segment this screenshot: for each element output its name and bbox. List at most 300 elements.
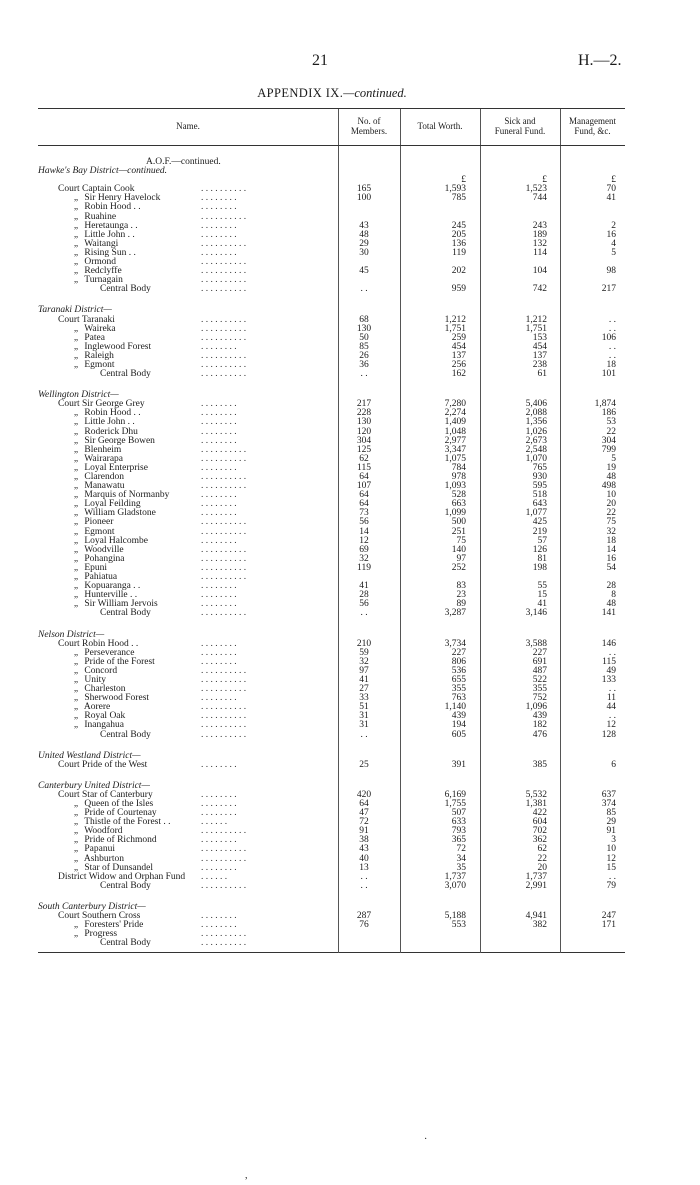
leader-dots: . . . . . . . . . . bbox=[201, 562, 247, 573]
col-header-sick-line1: Sick and bbox=[504, 116, 536, 126]
total-worth-cell: 507 bbox=[451, 808, 466, 819]
members-cell: 40 bbox=[359, 853, 369, 864]
total-worth-cell: 528 bbox=[451, 490, 466, 501]
management-cell: 79 bbox=[606, 880, 616, 891]
lodge-prefix: „ bbox=[73, 590, 79, 601]
lodge-prefix: „ bbox=[73, 799, 79, 809]
header-divider bbox=[480, 109, 481, 145]
total-worth-cell: 1,075 bbox=[444, 453, 466, 464]
header-divider bbox=[400, 109, 401, 145]
management-cell: 20 bbox=[606, 499, 616, 510]
total-worth-cell: 140 bbox=[451, 544, 466, 555]
management-cell: 6 bbox=[611, 759, 616, 770]
lodge-prefix: „ bbox=[73, 266, 79, 277]
lodge-prefix: „ bbox=[73, 929, 79, 940]
sick-funeral-cell: 1,737 bbox=[525, 871, 547, 882]
members-cell: 38 bbox=[359, 835, 369, 846]
section-gap bbox=[38, 619, 625, 631]
sick-funeral-cell: 22 bbox=[537, 853, 547, 864]
lodge-prefix: „ bbox=[73, 844, 79, 855]
leader-dots: . . . . . . . . . . bbox=[201, 453, 247, 464]
total-worth-cell: 251 bbox=[451, 526, 466, 537]
management-cell: 374 bbox=[601, 799, 616, 809]
lodge-name-text: Roderick Dhu bbox=[84, 426, 138, 437]
management-cell: 49 bbox=[606, 665, 616, 676]
lodge-name-text: Blenheim bbox=[84, 444, 122, 455]
leader-dots: . . . . . . . . . . bbox=[201, 184, 247, 195]
leader-dots: . . . . . . . . bbox=[201, 911, 237, 922]
lodge-prefix: „ bbox=[73, 193, 79, 204]
leader-dots: . . . . . . . . bbox=[201, 581, 237, 592]
lodge-name-text: Clarendon bbox=[84, 472, 124, 482]
members-cell: 28 bbox=[359, 590, 369, 601]
management-cell: . . bbox=[608, 684, 616, 695]
lodge-name-text: Egmont bbox=[84, 526, 115, 537]
sick-funeral-cell: 61 bbox=[537, 369, 547, 380]
total-worth-cell: 663 bbox=[451, 499, 466, 510]
section-gap bbox=[38, 740, 625, 752]
header-divider bbox=[560, 109, 561, 145]
leader-dots: . . . . . . . . . . bbox=[201, 929, 247, 940]
management-cell: 85 bbox=[606, 808, 616, 819]
lodge-name-text: Pride of the West bbox=[82, 759, 148, 770]
total-worth-cell: 205 bbox=[451, 229, 466, 240]
total-worth-cell: 136 bbox=[451, 238, 466, 249]
sick-funeral-cell: 104 bbox=[532, 266, 547, 277]
members-cell: . . bbox=[360, 284, 368, 295]
lodge-name-text: Robin Hood . . bbox=[84, 202, 141, 213]
lodge-name-text: Wairarapa bbox=[84, 453, 124, 464]
total-worth-cell: 1,751 bbox=[444, 323, 466, 334]
management-cell: 128 bbox=[601, 729, 616, 740]
total-worth-cell: 1,409 bbox=[444, 417, 466, 428]
lodge-name-text: Loyal Feilding bbox=[84, 499, 141, 510]
lodge-name-text: Marquis of Normanby bbox=[84, 490, 170, 501]
total-worth-cell: 75 bbox=[456, 535, 466, 546]
lodge-name-text: Central Body bbox=[100, 880, 151, 891]
lodge-name-text: Unity bbox=[84, 674, 107, 685]
column-divider bbox=[480, 146, 481, 953]
header-divider bbox=[338, 109, 339, 145]
leader-dots: . . . . . . . . bbox=[201, 759, 237, 770]
management-cell: 146 bbox=[601, 638, 616, 649]
total-worth-cell: 3,070 bbox=[444, 880, 466, 891]
lodge-name-text: Robin Hood . . bbox=[84, 408, 141, 419]
sick-funeral-cell: 1,070 bbox=[525, 453, 547, 464]
lodge-prefix: „ bbox=[73, 257, 79, 268]
lodge-name-text: Turnagain bbox=[84, 275, 123, 286]
management-cell: 4 bbox=[611, 238, 616, 249]
management-cell: 304 bbox=[601, 435, 616, 446]
col-header-sick bbox=[480, 117, 560, 136]
members-cell: 91 bbox=[359, 826, 369, 837]
lodge-name-text: Manawatu bbox=[84, 481, 125, 492]
leader-dots: . . . . . . . . . . bbox=[201, 359, 247, 370]
sick-funeral-cell: 1,077 bbox=[525, 508, 547, 519]
total-worth-cell: 7,280 bbox=[444, 399, 466, 410]
lodge-name bbox=[100, 609, 151, 618]
management-cell: 115 bbox=[602, 656, 616, 667]
lodge-prefix: „ bbox=[73, 238, 79, 249]
management-cell: 101 bbox=[601, 369, 616, 380]
members-cell: 217 bbox=[356, 399, 372, 410]
lodge-prefix: „ bbox=[73, 202, 79, 213]
total-worth-cell: 785 bbox=[451, 193, 466, 204]
total-worth-cell: 83 bbox=[456, 581, 466, 592]
table-header bbox=[38, 108, 625, 146]
sick-funeral-cell: 3,588 bbox=[525, 638, 547, 649]
members-cell: 97 bbox=[359, 665, 369, 676]
lodge-prefix: Court bbox=[58, 789, 80, 800]
lodge-name-text: Ruahine bbox=[84, 211, 117, 222]
lodge-name-text: Papanui bbox=[84, 844, 115, 855]
table-row bbox=[38, 939, 625, 948]
members-cell: 107 bbox=[356, 481, 372, 492]
leader-dots: . . . . . . . . . . bbox=[201, 720, 247, 731]
lodge-prefix: Court bbox=[58, 399, 80, 410]
sick-funeral-cell: 41 bbox=[537, 599, 547, 610]
lodge-prefix: „ bbox=[73, 647, 79, 658]
sick-funeral-cell: 382 bbox=[532, 920, 547, 931]
lodge-prefix: „ bbox=[73, 247, 79, 258]
leader-dots: . . . . . . . . bbox=[201, 426, 237, 437]
lodge-prefix: „ bbox=[73, 490, 79, 501]
lodge-prefix: „ bbox=[73, 693, 79, 704]
management-cell: 217 bbox=[601, 284, 616, 295]
total-worth-cell: 439 bbox=[451, 711, 466, 722]
sick-funeral-cell: 604 bbox=[532, 817, 547, 828]
lodge-name-text: Central Body bbox=[100, 284, 151, 295]
section-heading-text: A.O.F.—continued. bbox=[146, 157, 221, 167]
lodge-name-text: Sherwood Forest bbox=[84, 693, 150, 704]
page-number: 21 bbox=[312, 52, 328, 69]
speck-mark: · bbox=[424, 1134, 428, 1145]
lodge-name-text: Heretaunga . . bbox=[84, 220, 138, 231]
leader-dots: . . . . . . . . . . bbox=[201, 444, 247, 455]
leader-dots: . . . . . . . . . . bbox=[201, 880, 247, 891]
sick-funeral-cell: 595 bbox=[532, 481, 547, 492]
leader-dots: . . . . . . . . bbox=[201, 535, 237, 546]
currency-symbol: £ bbox=[611, 175, 616, 186]
leader-dots: . . . . . . . . bbox=[201, 656, 237, 667]
leader-dots: . . . . . . . . . . bbox=[201, 702, 247, 713]
members-cell: 41 bbox=[359, 674, 369, 685]
table-row bbox=[38, 203, 625, 212]
table-row bbox=[38, 836, 625, 845]
total-worth-cell: 6,169 bbox=[444, 789, 466, 800]
sick-funeral-cell: 62 bbox=[537, 844, 547, 855]
lodge-name-text: Loyal Enterprise bbox=[84, 462, 148, 473]
lodge-prefix: District bbox=[58, 871, 87, 882]
sick-funeral-cell: 702 bbox=[532, 826, 547, 837]
leader-dots: . . . . . . . . bbox=[201, 417, 237, 428]
leader-dots: . . . . . . . . . . bbox=[201, 553, 247, 564]
members-cell: 33 bbox=[359, 693, 369, 704]
total-worth-cell: 1,140 bbox=[444, 702, 466, 713]
management-cell: 171 bbox=[601, 920, 616, 931]
management-cell: 1,874 bbox=[594, 399, 616, 410]
lodge-prefix: „ bbox=[73, 826, 79, 837]
management-cell: 12 bbox=[606, 720, 616, 731]
members-cell: 12 bbox=[359, 535, 369, 546]
lodge-prefix: „ bbox=[73, 581, 79, 592]
members-cell: 31 bbox=[359, 711, 369, 722]
total-worth-cell: 97 bbox=[456, 553, 466, 564]
lodge-name-text: Woodford bbox=[84, 826, 123, 837]
lodge-name bbox=[100, 731, 151, 740]
members-cell: 287 bbox=[356, 911, 372, 922]
members-cell: 64 bbox=[359, 799, 369, 809]
lodge-name-text: Little John . . bbox=[84, 417, 135, 428]
column-divider bbox=[338, 146, 339, 953]
total-worth-cell: 259 bbox=[451, 332, 466, 343]
lodge-prefix: „ bbox=[73, 341, 79, 352]
section-gap bbox=[38, 770, 625, 782]
management-cell: . . bbox=[608, 341, 616, 352]
management-cell: 133 bbox=[601, 674, 616, 685]
sick-funeral-cell: 81 bbox=[537, 553, 547, 564]
leader-dots: . . . . . . . . . . bbox=[201, 711, 247, 722]
table-row bbox=[38, 731, 625, 740]
members-cell: 68 bbox=[359, 314, 369, 325]
lodge-name-text: Concord bbox=[84, 665, 118, 676]
district-heading bbox=[38, 167, 625, 176]
leader-dots: . . . . . . . . bbox=[201, 220, 237, 231]
lodge-name-text: Hunterville . . bbox=[84, 590, 138, 601]
column-divider bbox=[560, 146, 561, 953]
friendly-societies-table bbox=[38, 108, 625, 953]
table-row bbox=[38, 921, 625, 930]
leader-dots: . . . . . . . . . . bbox=[201, 314, 247, 325]
leader-dots: . . . . . . . . . . bbox=[201, 844, 247, 855]
members-cell: 31 bbox=[359, 720, 369, 731]
total-worth-cell: 1,212 bbox=[444, 314, 466, 325]
members-cell: 27 bbox=[359, 684, 369, 695]
leader-dots: . . . . . . . . . . bbox=[201, 284, 247, 295]
table-row bbox=[38, 546, 625, 555]
sick-funeral-cell: 137 bbox=[532, 350, 547, 361]
total-worth-cell: 1,593 bbox=[444, 184, 466, 195]
management-cell: 44 bbox=[606, 702, 616, 713]
lodge-prefix: „ bbox=[73, 711, 79, 722]
management-cell: . . bbox=[608, 314, 616, 325]
management-cell: 498 bbox=[601, 481, 616, 492]
lodge-name-text: Thistle of the Forest . . bbox=[84, 817, 171, 828]
total-worth-cell: 355 bbox=[451, 684, 466, 695]
leader-dots: . . . . . . . . . . bbox=[201, 481, 247, 492]
leader-dots: . . . . . . . . bbox=[201, 693, 237, 704]
members-cell: 420 bbox=[356, 789, 372, 800]
district-name: United Westland District— bbox=[38, 750, 141, 761]
lodge-name-text: Central Body bbox=[100, 938, 151, 949]
sick-funeral-cell: 454 bbox=[532, 341, 547, 352]
currency-symbol: £ bbox=[461, 175, 466, 186]
management-cell: 32 bbox=[606, 526, 616, 537]
leader-dots: . . . . . . . . . . bbox=[201, 211, 247, 222]
members-cell: 41 bbox=[359, 581, 369, 592]
sick-funeral-cell: 4,941 bbox=[525, 911, 547, 922]
column-divider bbox=[400, 146, 401, 953]
col-header-members-line1: No. of bbox=[357, 116, 381, 126]
management-cell: 48 bbox=[606, 472, 616, 482]
lodge-name bbox=[100, 285, 151, 294]
management-cell: 54 bbox=[606, 562, 616, 573]
management-cell: 12 bbox=[606, 853, 616, 864]
lodge-name-text: Sir George Bowen bbox=[84, 435, 155, 446]
lodge-name-text: Taranaki bbox=[81, 314, 115, 325]
lodge-prefix: „ bbox=[73, 656, 79, 667]
table-row bbox=[38, 370, 625, 379]
management-cell: 5 bbox=[611, 247, 616, 258]
sick-funeral-cell: 132 bbox=[532, 238, 547, 249]
lodge-name-text: Egmont bbox=[84, 359, 115, 370]
sick-funeral-cell: 487 bbox=[532, 665, 547, 676]
sick-funeral-cell: 57 bbox=[537, 535, 547, 546]
sick-funeral-cell: 2,548 bbox=[525, 444, 547, 455]
members-cell: 73 bbox=[359, 508, 369, 519]
lodge-name-text: Captain Cook bbox=[82, 184, 135, 195]
leader-dots: . . . . . . . . bbox=[201, 862, 237, 873]
members-cell: 64 bbox=[359, 472, 369, 482]
sick-funeral-cell: 1,381 bbox=[525, 799, 547, 809]
leader-dots: . . . . . . . . bbox=[201, 590, 237, 601]
members-cell: 32 bbox=[359, 553, 369, 564]
management-cell: 2 bbox=[611, 220, 616, 231]
total-worth-cell: 500 bbox=[451, 517, 466, 528]
management-cell: 22 bbox=[606, 508, 616, 519]
management-cell: 18 bbox=[606, 535, 616, 546]
sick-funeral-cell: 742 bbox=[532, 284, 547, 295]
management-cell: 29 bbox=[606, 817, 616, 828]
members-cell: 14 bbox=[359, 526, 369, 537]
lodge-name-text: Southern Cross bbox=[82, 911, 141, 922]
sick-funeral-cell: 5,532 bbox=[525, 789, 547, 800]
sick-funeral-cell: 5,406 bbox=[525, 399, 547, 410]
management-cell: 28 bbox=[606, 581, 616, 592]
table-row bbox=[38, 609, 625, 618]
lodge-name-text: Pride of Courtenay bbox=[84, 808, 157, 819]
management-cell: 16 bbox=[606, 553, 616, 564]
district-name: Taranaki District— bbox=[38, 305, 112, 316]
lodge-name-text: Pohangina bbox=[84, 553, 125, 564]
lodge-name-text: Perseverance bbox=[84, 647, 135, 658]
total-worth-cell: 227 bbox=[451, 647, 466, 658]
leader-dots: . . . . . . . . bbox=[201, 435, 237, 446]
management-cell: . . bbox=[608, 323, 616, 334]
lodge-name-text: Foresters' Pride bbox=[84, 920, 144, 931]
management-cell: 8 bbox=[611, 590, 616, 601]
lodge-name-text: Central Body bbox=[100, 608, 151, 619]
lodge-name-text: Star of Canterbury bbox=[82, 789, 153, 800]
management-cell: 98 bbox=[606, 266, 616, 277]
sick-funeral-cell: 1,212 bbox=[525, 314, 547, 325]
members-cell: 13 bbox=[359, 862, 369, 873]
sick-funeral-cell: 189 bbox=[532, 229, 547, 240]
sick-funeral-cell: 126 bbox=[532, 544, 547, 555]
district-name: Wellington District— bbox=[38, 390, 119, 401]
lodge-name bbox=[100, 370, 151, 379]
leader-dots: . . . . . . . . . . bbox=[201, 665, 247, 676]
lodge-name-text: Patea bbox=[84, 332, 105, 343]
leader-dots: . . . . . . . . . . bbox=[201, 257, 247, 268]
leader-dots: . . . . . . . . bbox=[201, 647, 237, 658]
table-row bbox=[38, 285, 625, 294]
leader-dots: . . . . . . . . . . bbox=[201, 350, 247, 361]
lodge-name-text: Raleigh bbox=[84, 350, 114, 361]
members-cell: . . bbox=[360, 729, 368, 740]
total-worth-cell: 806 bbox=[451, 656, 466, 667]
speck-mark: , bbox=[245, 1170, 248, 1181]
lodge-prefix: „ bbox=[73, 350, 79, 361]
total-worth-cell: 245 bbox=[451, 220, 466, 231]
leader-dots: . . . . . . . . bbox=[201, 341, 237, 352]
leader-dots: . . . . . . . . . . bbox=[201, 938, 247, 949]
leader-dots: . . . . . . . . . . bbox=[201, 729, 247, 740]
lodge-prefix: Court bbox=[58, 911, 80, 922]
management-cell: 186 bbox=[601, 408, 616, 419]
lodge-prefix: „ bbox=[73, 323, 79, 334]
sick-funeral-cell: 153 bbox=[532, 332, 547, 343]
lodge-name-text: Pahiatua bbox=[84, 572, 118, 583]
sick-funeral-cell: 522 bbox=[532, 674, 547, 685]
total-worth-cell: 162 bbox=[451, 369, 466, 380]
leader-dots: . . . . . . . . bbox=[201, 920, 237, 931]
total-worth-cell: 959 bbox=[451, 284, 466, 295]
lodge-prefix: „ bbox=[73, 835, 79, 846]
total-worth-cell: 5,188 bbox=[444, 911, 466, 922]
sick-funeral-cell: 198 bbox=[532, 562, 547, 573]
section-gap bbox=[38, 146, 625, 158]
sick-funeral-cell: 765 bbox=[532, 462, 547, 473]
leader-dots: . . . . . . . . . . bbox=[201, 323, 247, 334]
table-row bbox=[38, 761, 625, 770]
total-worth-cell: 119 bbox=[452, 247, 466, 258]
leader-dots: . . . . . . . . bbox=[201, 202, 237, 213]
leader-dots: . . . . . . . . . . bbox=[201, 853, 247, 864]
total-worth-cell: 1,093 bbox=[444, 481, 466, 492]
lodge-prefix: „ bbox=[73, 599, 79, 610]
management-cell: 53 bbox=[606, 417, 616, 428]
lodge-prefix: „ bbox=[73, 426, 79, 437]
lodge-prefix: „ bbox=[73, 453, 79, 464]
lodge-name-text: Redclyffe bbox=[84, 266, 122, 277]
lodge-name-text: Kopuaranga . . bbox=[84, 581, 141, 592]
management-cell: 141 bbox=[601, 608, 616, 619]
total-worth-cell: 34 bbox=[456, 853, 466, 864]
lodge-name-text: Sir Henry Havelock bbox=[84, 193, 161, 204]
management-cell: 5 bbox=[611, 453, 616, 464]
lodge-name-text: Widow and Orphan Fund bbox=[88, 871, 186, 882]
document-code: H.—2. bbox=[578, 52, 622, 69]
total-worth-cell: 35 bbox=[456, 862, 466, 873]
section-gap bbox=[38, 379, 625, 391]
management-cell: 41 bbox=[606, 193, 616, 204]
sick-funeral-cell: 219 bbox=[532, 526, 547, 537]
lodge-prefix: „ bbox=[73, 220, 79, 231]
district-name: Nelson District— bbox=[38, 629, 105, 640]
lodge-name-text: Queen of the Isles bbox=[84, 799, 154, 809]
members-cell: 64 bbox=[359, 499, 369, 510]
members-cell: . . bbox=[360, 608, 368, 619]
total-worth-cell: 202 bbox=[451, 266, 466, 277]
lodge-prefix: „ bbox=[73, 808, 79, 819]
members-cell: 304 bbox=[356, 435, 372, 446]
total-worth-cell: 553 bbox=[451, 920, 466, 931]
lodge-prefix: „ bbox=[73, 462, 79, 473]
total-worth-cell: 365 bbox=[451, 835, 466, 846]
lodge-prefix: „ bbox=[73, 862, 79, 873]
lodge-name-text: Waireka bbox=[84, 323, 116, 334]
